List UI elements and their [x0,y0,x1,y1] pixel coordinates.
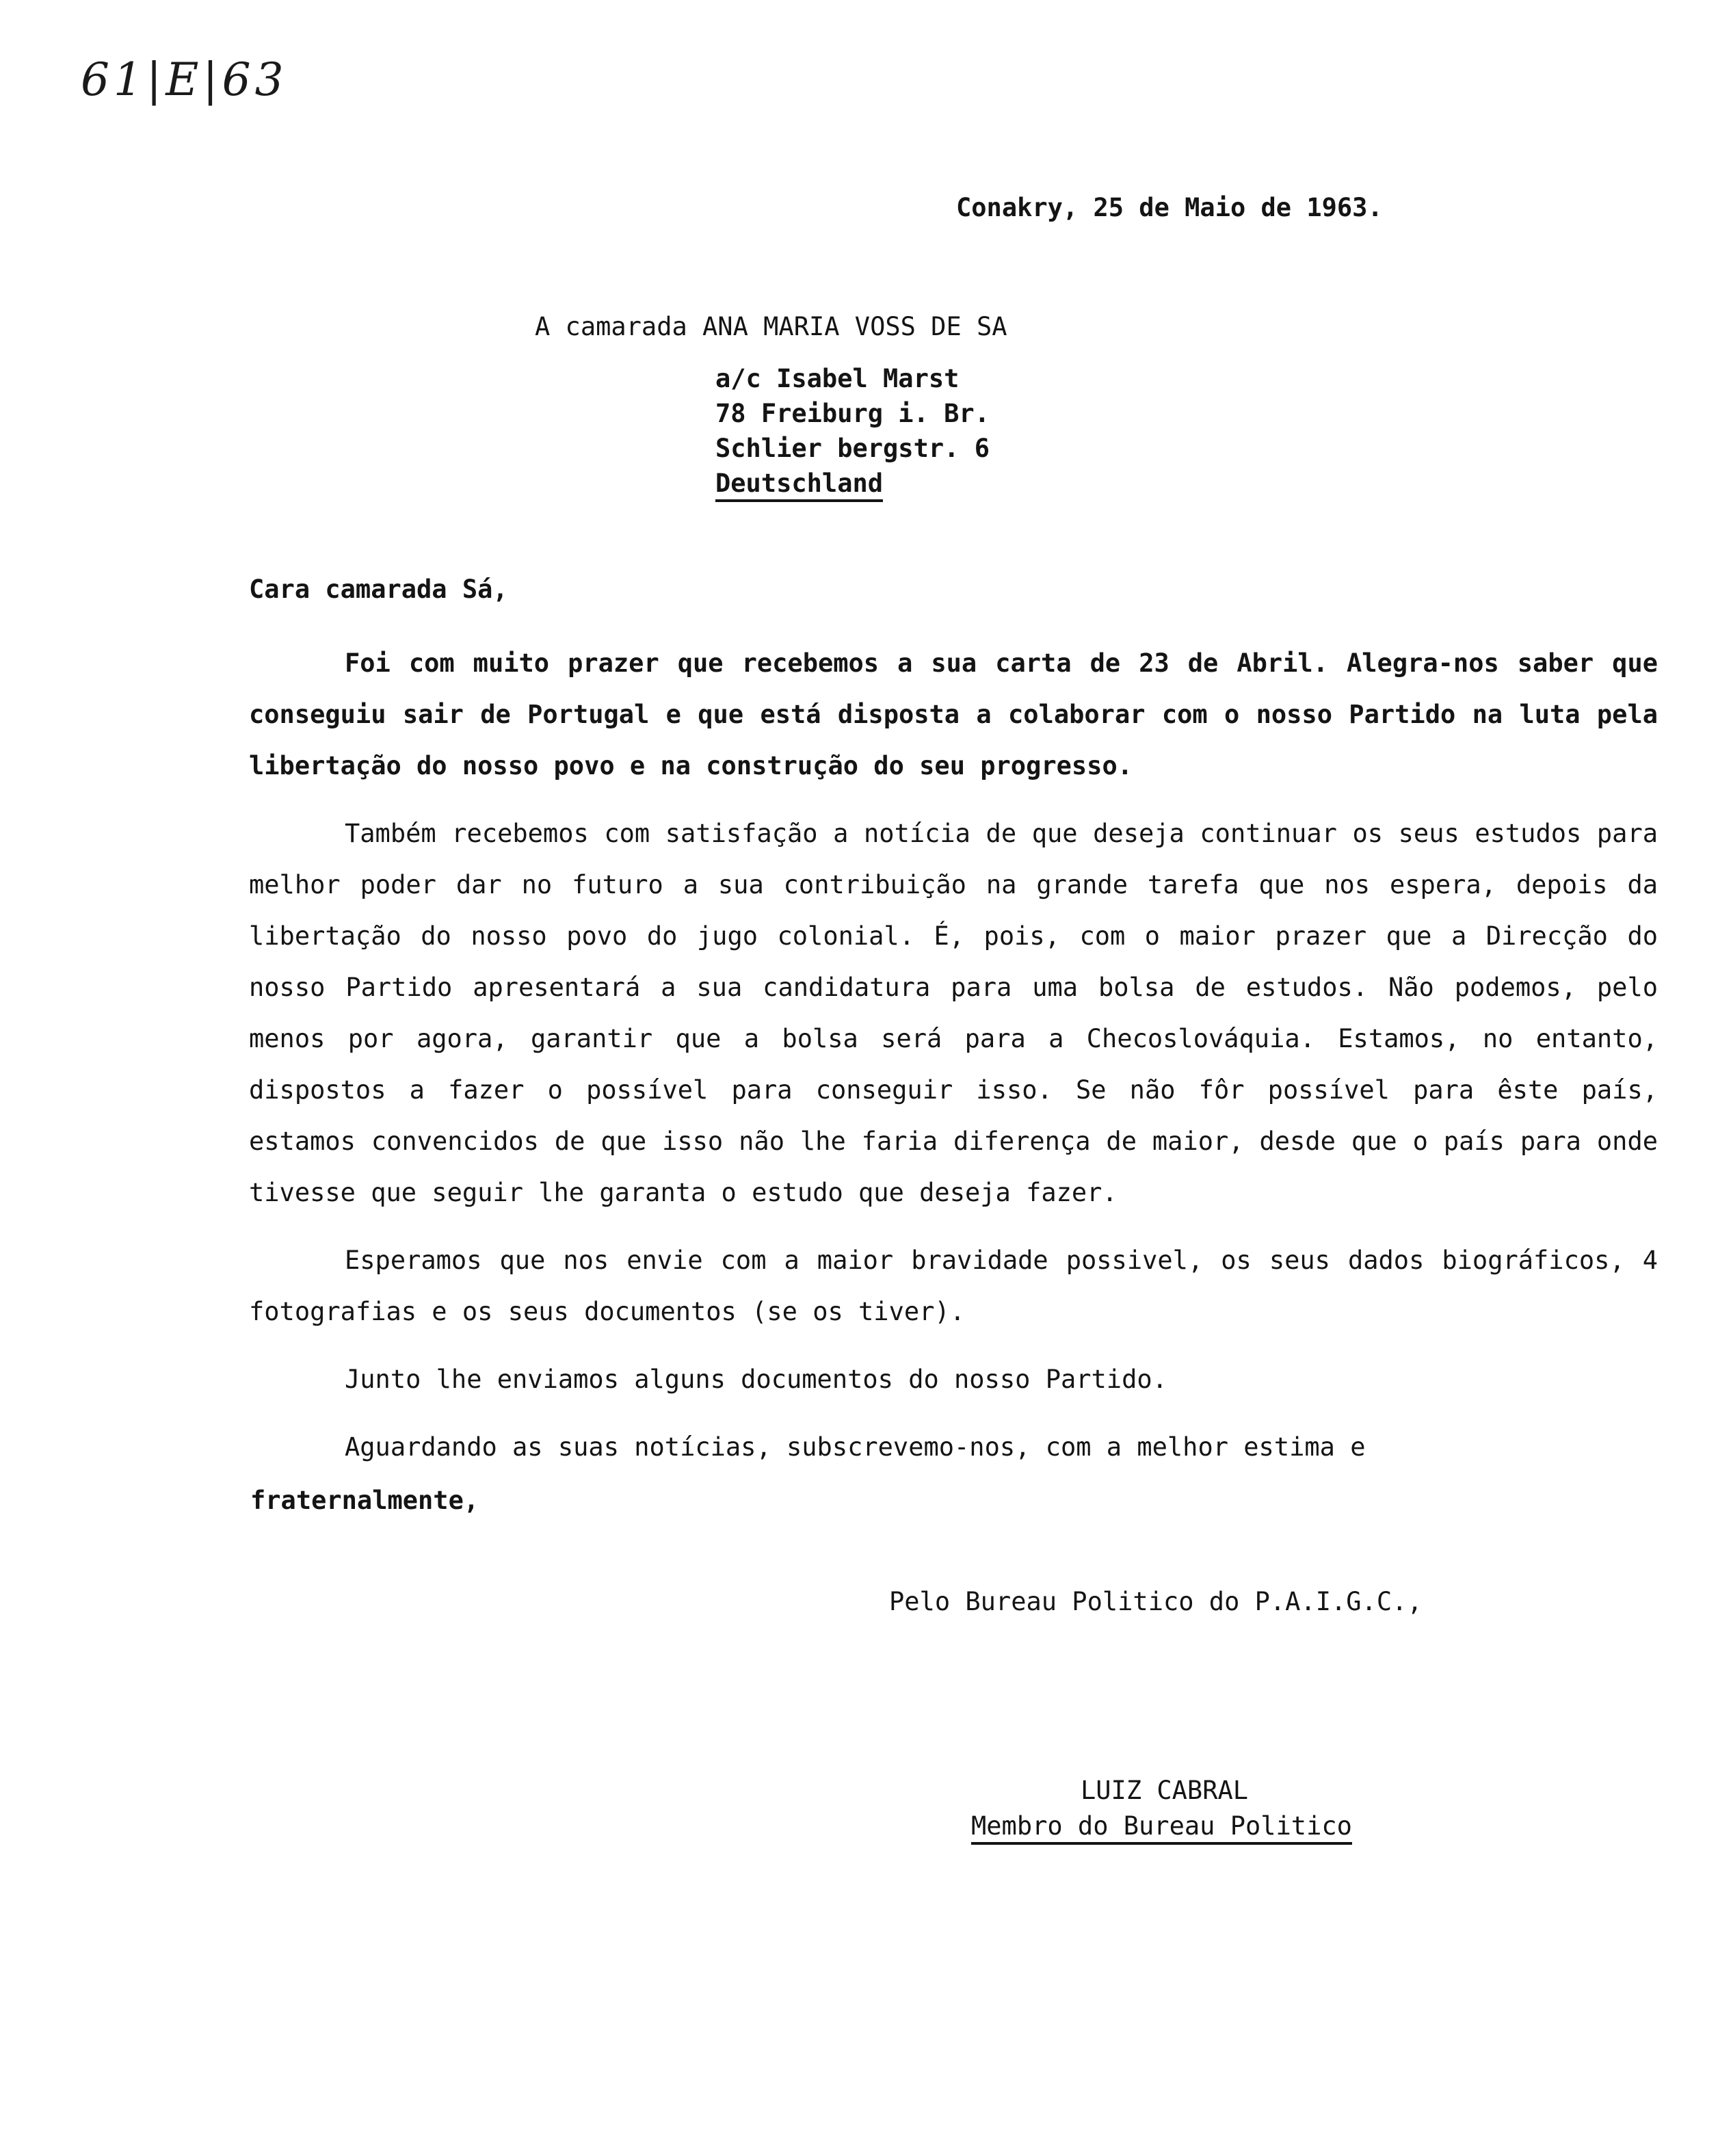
closing: fraternalmente, [250,1486,479,1515]
address-country: Deutschland [715,469,883,502]
on-behalf-line: Pelo Bureau Politico do P.A.I.G.C., [889,1587,1423,1616]
address-block [715,361,990,501]
reference-mark: 61|E|63 [81,53,288,106]
body-paragraph-1: Foi com muito prazer que recebemos a sua carta de 23 de Abril. Alegra-nos saber que conseguiu sair de Portugal e que está disposta a colaborar com o nosso Partido na luta pela libertação do nosso povo e na construção do seu progresso. [249,648,1658,780]
address-line-3: Schlier bergstr. 6 [715,434,990,463]
salutation: Cara camarada Sá, [249,575,508,604]
signer-title: Membro do Bureau Politico [971,1811,1352,1845]
address-line-1: a/c Isabel Marst [715,364,960,393]
body-paragraph-5: Aguardando as suas notícias, subscrevemo-nos, com a melhor estima e [345,1432,1366,1462]
address-line-2: 78 Freiburg i. Br. [715,399,990,428]
dateline: Conakry, 25 de Maio de 1963. [956,193,1383,222]
addressee: A camarada ANA MARIA VOSS DE SA [535,312,1007,341]
signer-name: LUIZ CABRAL [1081,1776,1249,1805]
body-paragraph-2: Também recebemos com satisfação a notícia de que deseja continuar os seus estudos para melhor poder dar no futuro a sua contribuição na grande tarefa que nos espera, depois da libertação do nosso povo do jugo colonial. É, pois, com o maior prazer que a Direcção do nosso Partido apresentará a sua candidatura para uma bolsa de estudos. Não podemos, pelo menos por agora, garantir que a bolsa será para a Checoslováquia. Estamos, no entanto, dispostos a fazer o possível para conseguir isso. Se não fôr possível para êste país, estamos convencidos de que isso não lhe faria diferença de maior, desde que o país para onde tivesse que seguir lhe garanta o estudo que deseja fazer. [249,819,1658,1207]
body-paragraph-3: Esperamos que nos envie com a maior bravidade possivel, os seus dados biográficos, 4 fotografias e os seus documentos (se os tiver). [249,1246,1658,1326]
letter-body [249,637,1658,1489]
body-paragraph-4: Junto lhe enviamos alguns documentos do nosso Partido. [345,1365,1167,1394]
